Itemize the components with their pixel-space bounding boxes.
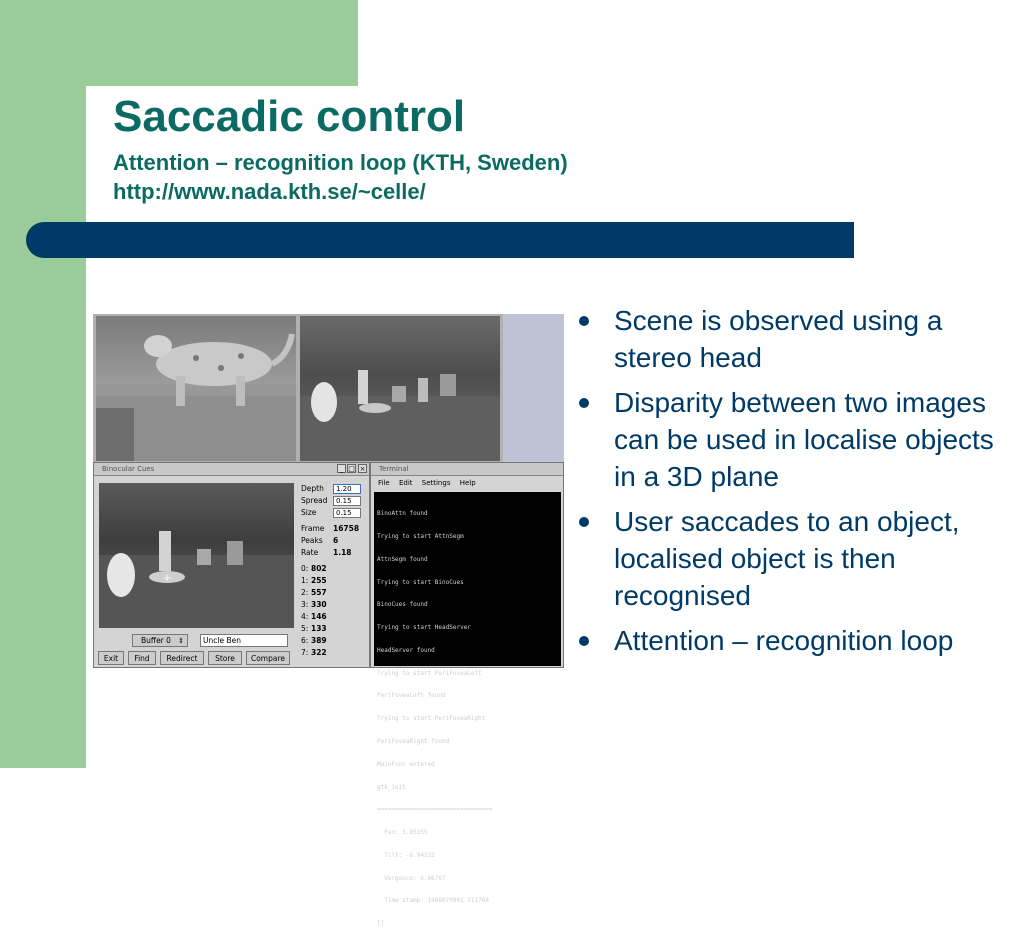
log-line: ================================ [377,806,493,814]
peak-index: 4: [301,612,309,621]
peak-row [301,635,369,647]
log-line: BinoAttn found [377,510,428,518]
menu-file[interactable]: File [378,479,390,487]
peak-row [301,575,369,587]
log-line: Pan: 5.85355 [377,829,428,837]
peak-row [301,623,369,635]
peak-value: 389 [311,636,327,645]
terminal-titlebar[interactable] [371,463,563,476]
log-line: Trying to start HeadServer [377,624,471,632]
menu-settings[interactable]: Settings [421,479,451,487]
bullet-item [576,302,1006,376]
peak-value: 330 [311,600,327,609]
bullet-item [576,503,1006,614]
bullet-dot-icon [579,398,589,408]
terminal-window [370,462,564,928]
bullet-dot-icon [579,517,589,527]
rate-label: Rate [301,548,319,557]
crosshair-icon: + [163,573,172,584]
log-line: Tilt: -6.94132 [377,851,435,859]
peak-row [301,587,369,599]
subtitle-line-1: Attention – recognition loop (KTH, Sweden) [113,150,568,175]
peak-index: 5: [301,624,309,633]
bullet-item [576,622,1006,659]
depth-label: Depth [301,484,324,493]
title-divider-bar [26,222,854,258]
peak-row [301,599,369,611]
left-camera-image [96,316,296,461]
peak-row [301,563,369,575]
param-row [301,495,369,507]
terminal-output[interactable] [374,492,561,928]
peak-row [301,611,369,623]
background-green-top [0,0,358,86]
bullet-dot-icon [579,636,589,646]
peaks-label: Peaks [301,536,323,545]
size-label: Size [301,508,317,517]
redirect-button[interactable]: Redirect [160,651,204,665]
rate-value: 1.18 [333,548,352,557]
buffer-select-label: Buffer 0 [141,636,171,645]
peak-value: 133 [311,624,327,633]
background-green-side [0,0,86,768]
terminal-title: Terminal [379,465,409,473]
bullet-text: Attention – recognition loop [614,625,954,656]
stat-row [301,523,369,535]
frame-label: Frame [301,524,325,533]
peak-value: 255 [311,576,327,585]
peak-index: 0: [301,564,309,573]
param-row [301,483,369,495]
bullet-item [576,384,1006,495]
param-row [301,507,369,519]
peak-value: 146 [311,612,327,621]
peak-value: 557 [311,588,327,597]
window-title: Binocular Cues [102,465,155,473]
close-button[interactable]: × [359,465,366,473]
menu-edit[interactable]: Edit [398,479,413,487]
bullet-text: User saccades to an object, localised object is then recognised [614,506,960,611]
peak-index: 6: [301,636,309,645]
peak-value: 802 [311,564,327,573]
menu-help[interactable]: Help [459,479,476,487]
peak-index: 7: [301,648,309,657]
log-line: Trying to start PeriFoveaLeft [377,669,482,677]
window-titlebar[interactable] [94,463,369,476]
subtitle-url: http://www.nada.kth.se/~celle/ [113,179,426,204]
log-line: Time stamp: 1068070901 711704 [377,897,489,905]
slide-title: Saccadic control [113,92,466,141]
log-line: Trying to start AttnSegm [377,532,464,540]
peak-value: 322 [311,648,327,657]
depth-input[interactable]: 1.20 [333,484,361,494]
object-name-input[interactable]: Uncle Ben [200,634,288,647]
bullet-text: Disparity between two images can be used in localise objects in a 3D plane [614,387,994,492]
log-line: BinoCues found [377,601,428,609]
peak-row [301,647,369,659]
log-line: Trying to start BinoCues [377,578,464,586]
right-camera-image [300,316,500,461]
log-line: HeadServer found [377,646,435,654]
frame-value: 16758 [333,524,360,533]
buffer-select[interactable] [132,634,188,647]
stat-row [301,535,369,547]
parameter-panel [301,483,369,659]
slide-subtitle [113,148,568,206]
size-input[interactable]: 0.15 [333,508,361,518]
spread-label: Spread [301,496,328,505]
log-line: gtk_init [377,783,406,791]
desktop-background-strip [503,314,564,462]
log-line: Vergence: 6.66707 [377,874,446,882]
peak-index: 3: [301,600,309,609]
compare-button[interactable]: Compare [246,651,290,665]
stat-row [301,547,369,559]
table-scene-photo [300,316,500,461]
bullet-list [576,302,1006,667]
log-line: [] [377,920,385,928]
spin-arrows-icon: ⇕ [178,637,184,645]
spread-input[interactable]: 0.15 [333,496,361,506]
log-line: AttnSegm found [377,555,428,563]
peaks-value: 6 [333,536,339,545]
log-line: Trying to start PeriFoveaRight [377,715,486,723]
store-button[interactable]: Store [208,651,242,665]
exit-button[interactable]: Exit [98,651,124,665]
attention-scene-photo [99,483,294,628]
log-line: PeriFoveaRight found [377,738,450,745]
attention-view-image [99,483,294,628]
bullet-dot-icon [579,316,589,326]
peak-index: 2: [301,588,309,597]
bullet-text: Scene is observed using a stereo head [614,305,943,373]
maximize-button[interactable]: □ [348,465,355,473]
terminal-menubar [371,476,563,490]
application-screenshot [93,314,564,928]
binocular-cues-window [93,462,370,668]
log-line: MainFunc entered [377,760,435,768]
minimize-button[interactable]: _ [337,464,346,473]
peak-index: 1: [301,576,309,585]
find-button[interactable]: Find [128,651,156,665]
leopard-photo [96,316,296,461]
log-line: PeriFoveaLeft found [377,692,446,700]
